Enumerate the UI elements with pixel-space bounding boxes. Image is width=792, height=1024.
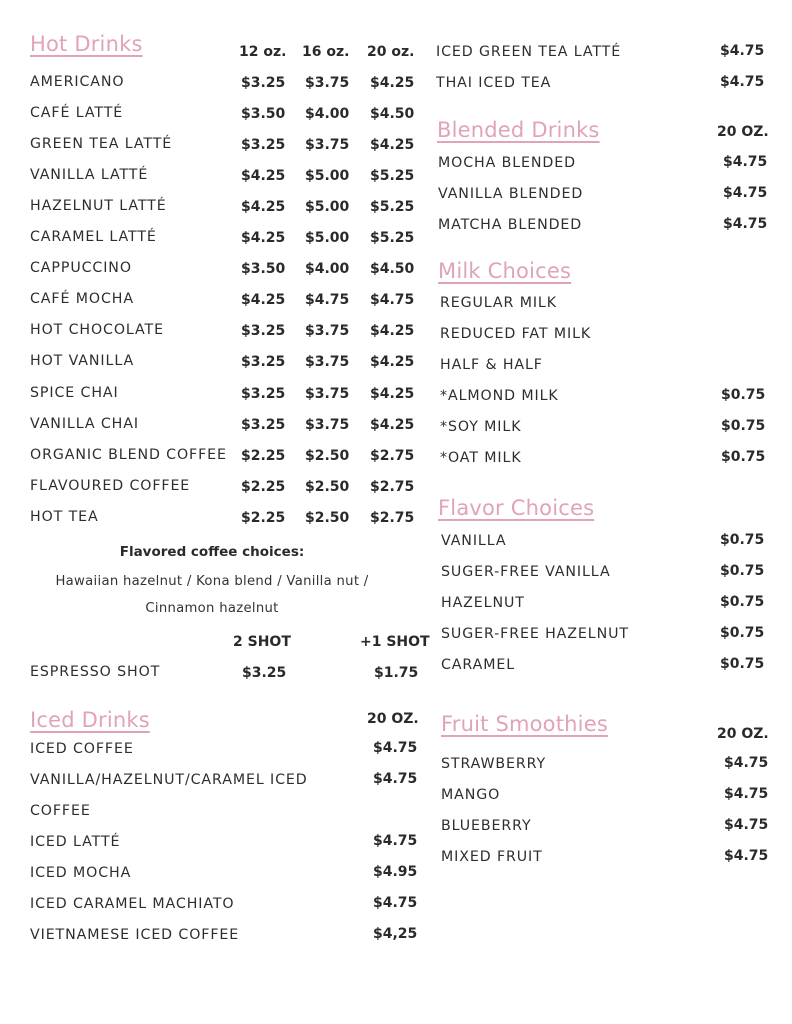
menu-item-price: $0.75	[721, 387, 766, 403]
size-12oz-header: 12 oz.	[239, 44, 287, 60]
menu-item-price: $2.75	[370, 447, 415, 464]
iced-drinks-size: 20 OZ.	[367, 711, 419, 727]
menu-item-price: $4.75	[373, 895, 418, 911]
menu-item-price: $4.50	[370, 106, 415, 123]
menu-item-name: CAFÉ MOCHA	[30, 291, 134, 308]
menu-item-name: CARAMEL LATTÉ	[30, 229, 157, 246]
menu-item-price: $4.75	[720, 43, 765, 59]
menu-item-price: $0.75	[720, 563, 765, 579]
espresso-2shot-header: 2 SHOT	[233, 634, 291, 650]
menu-item-price: $4.25	[370, 323, 415, 340]
menu-item-price: $4.75	[724, 755, 769, 771]
menu-item-name: CAPPUCCINO	[30, 260, 132, 277]
menu-item-price: $0.75	[720, 532, 765, 548]
menu-item-name: HALF & HALF	[440, 357, 543, 373]
menu-item-price: $3.75	[305, 323, 350, 340]
blended-drinks-heading: Blended Drinks	[437, 118, 600, 142]
menu-item-price: $4.75	[370, 292, 415, 309]
menu-item-name: VANILLA CHAI	[30, 415, 139, 432]
menu-item-price: $4.75	[723, 216, 768, 232]
menu-item-name: MATCHA BLENDED	[438, 217, 583, 233]
milk-choices-heading: Milk Choices	[438, 259, 572, 283]
menu-item-name: COFFEE	[30, 803, 91, 819]
menu-item-price: $2.25	[241, 509, 286, 526]
menu-item-price: $2.50	[305, 478, 350, 495]
menu-item-name: VANILLA BLENDED	[438, 186, 584, 202]
menu-item-price: $3.75	[305, 416, 350, 433]
menu-item-name: BLUEBERRY	[441, 818, 532, 834]
menu-item-price: $3.25	[241, 137, 286, 154]
menu-item-price: $4.25	[370, 354, 415, 371]
menu-item-name: VANILLA	[441, 533, 507, 549]
menu-item-price: $4.75	[724, 848, 769, 864]
espresso-plus1shot-price: $1.75	[374, 665, 419, 681]
menu-item-name: CAFÉ LATTÉ	[30, 105, 124, 122]
menu-item-price: $3.25	[241, 354, 286, 371]
menu-item-price: $3.75	[305, 75, 350, 91]
menu-item-price: $3.25	[241, 416, 286, 433]
menu-item-name: FLAVOURED COFFEE	[30, 477, 191, 494]
menu-item-name: CARAMEL	[441, 657, 516, 673]
menu-item-price: $0.75	[721, 418, 766, 434]
menu-item-name: SPICE CHAI	[30, 384, 119, 401]
menu-item-name: ORGANIC BLEND COFFEE	[30, 446, 227, 463]
menu-item-price: $3.25	[241, 323, 286, 340]
menu-item-name: HAZELNUT LATTÉ	[30, 198, 167, 215]
menu-item-name: REDUCED FAT MILK	[440, 326, 592, 342]
menu-item-price: $3.75	[305, 137, 350, 154]
menu-item-price: $4.00	[305, 106, 350, 123]
menu-item-name: MIXED FRUIT	[441, 849, 543, 865]
menu-item-price: $4.25	[370, 75, 415, 91]
menu-item-price: $3.75	[305, 385, 350, 402]
menu-item-name: SUGER-FREE HAZELNUT	[441, 626, 629, 642]
espresso-2shot-price: $3.25	[242, 665, 287, 681]
menu-item-price: $2.25	[241, 478, 286, 495]
menu-item-price: $5.00	[305, 168, 350, 185]
menu-item-price: $4.25	[370, 416, 415, 433]
menu-item-name: THAI ICED TEA	[436, 75, 552, 91]
menu-item-name: SUGER-FREE VANILLA	[441, 564, 611, 580]
menu-item-price: $4.25	[370, 137, 415, 154]
menu-item-price: $3.25	[241, 385, 286, 402]
menu-item-name: VANILLA LATTÉ	[30, 167, 149, 184]
menu-item-name: HOT CHOCOLATE	[30, 322, 164, 339]
menu-item-price: $0.75	[720, 625, 765, 641]
menu-item-price: $4.00	[305, 261, 350, 278]
menu-item-price: $4.25	[241, 199, 286, 216]
menu-item-price: $3.50	[241, 261, 286, 278]
menu-item-name: VANILLA/HAZELNUT/CARAMEL ICED	[30, 772, 308, 788]
menu-item-price: $4.50	[370, 261, 415, 278]
menu-item-price: $2.50	[305, 509, 350, 526]
menu-item-price: $5.00	[305, 199, 350, 216]
menu-item-price: $2.25	[241, 447, 286, 464]
menu-item-price: $4.75	[724, 786, 769, 802]
menu-item-name: *ALMOND MILK	[440, 388, 559, 404]
fruit-smoothies-size: 20 OZ.	[717, 726, 769, 742]
menu-item-price: $3.50	[241, 106, 286, 123]
menu-item-price: $2.75	[370, 478, 415, 495]
iced-drinks-heading: Iced Drinks	[30, 708, 150, 732]
menu-item-name: MOCHA BLENDED	[438, 155, 576, 171]
menu-item-price: $0.75	[721, 449, 766, 465]
menu-item-price: $4.75	[373, 833, 418, 849]
espresso-plus1shot-header: +1 SHOT	[360, 634, 430, 650]
menu-item-price: $5.25	[370, 199, 415, 216]
size-20oz-header: 20 oz.	[367, 44, 415, 60]
menu-item-price: $4.75	[723, 154, 768, 170]
menu-item-name: ICED LATTÉ	[30, 834, 121, 850]
menu-item-name: STRAWBERRY	[441, 756, 547, 772]
menu-item-price: $4.95	[373, 864, 418, 880]
menu-item-name: REGULAR MILK	[440, 295, 557, 311]
menu-item-name: AMERICANO	[30, 74, 125, 90]
menu-item-price: $2.50	[305, 447, 350, 464]
flavored-coffee-line2: Cinnamon hazelnut	[145, 601, 279, 616]
menu-item-price: $0.75	[720, 594, 765, 610]
menu-item-name: ICED GREEN TEA LATTÉ	[436, 44, 622, 60]
menu-item-price: $4,25	[373, 926, 418, 942]
flavored-coffee-title: Flavored coffee choices:	[119, 544, 305, 560]
menu-item-price: $4.25	[241, 230, 286, 247]
menu-item-price: $4.75	[373, 771, 418, 787]
menu-item-name: *SOY MILK	[440, 419, 522, 435]
menu-item-name: ICED CARAMEL MACHIATO	[30, 896, 235, 912]
espresso-shot-name: ESPRESSO SHOT	[30, 664, 161, 680]
flavor-choices-heading: Flavor Choices	[438, 496, 595, 520]
menu-item-price: $2.75	[370, 509, 415, 526]
menu-item-price: $5.25	[370, 230, 415, 247]
menu-item-price: $4.75	[723, 185, 768, 201]
menu-item-price: $5.25	[370, 168, 415, 185]
menu-item-price: $3.25	[241, 75, 286, 91]
menu-item-price: $3.75	[305, 354, 350, 371]
menu-item-price: $4.75	[373, 740, 418, 756]
menu-item-price: $4.25	[370, 385, 415, 402]
menu-item-price: $5.00	[305, 230, 350, 247]
fruit-smoothies-heading: Fruit Smoothies	[441, 712, 608, 736]
menu-item-price: $4.75	[305, 292, 350, 309]
menu-item-price: $4.75	[720, 74, 765, 90]
menu-item-price: $4.75	[724, 817, 769, 833]
menu-item-name: ICED COFFEE	[30, 741, 134, 757]
menu-item-price: $4.25	[241, 292, 286, 309]
hot-drinks-heading: Hot Drinks	[30, 32, 143, 56]
size-16oz-header: 16 oz.	[302, 44, 350, 60]
menu-item-name: MANGO	[441, 787, 501, 803]
menu-item-name: ICED MOCHA	[30, 865, 132, 881]
menu-item-name: VIETNAMESE ICED COFFEE	[30, 927, 240, 943]
menu-item-name: HOT TEA	[30, 508, 99, 525]
menu-item-price: $4.25	[241, 168, 286, 185]
blended-drinks-size: 20 OZ.	[717, 124, 769, 140]
menu-item-name: *OAT MILK	[440, 450, 522, 466]
menu-item-price: $0.75	[720, 656, 765, 672]
flavored-coffee-line1: Hawaiian hazelnut / Kona blend / Vanilla nut /	[55, 574, 369, 589]
menu-item-name: HOT VANILLA	[30, 353, 135, 370]
menu-item-name: GREEN TEA LATTÉ	[30, 136, 173, 153]
menu-item-name: HAZELNUT	[441, 595, 525, 611]
